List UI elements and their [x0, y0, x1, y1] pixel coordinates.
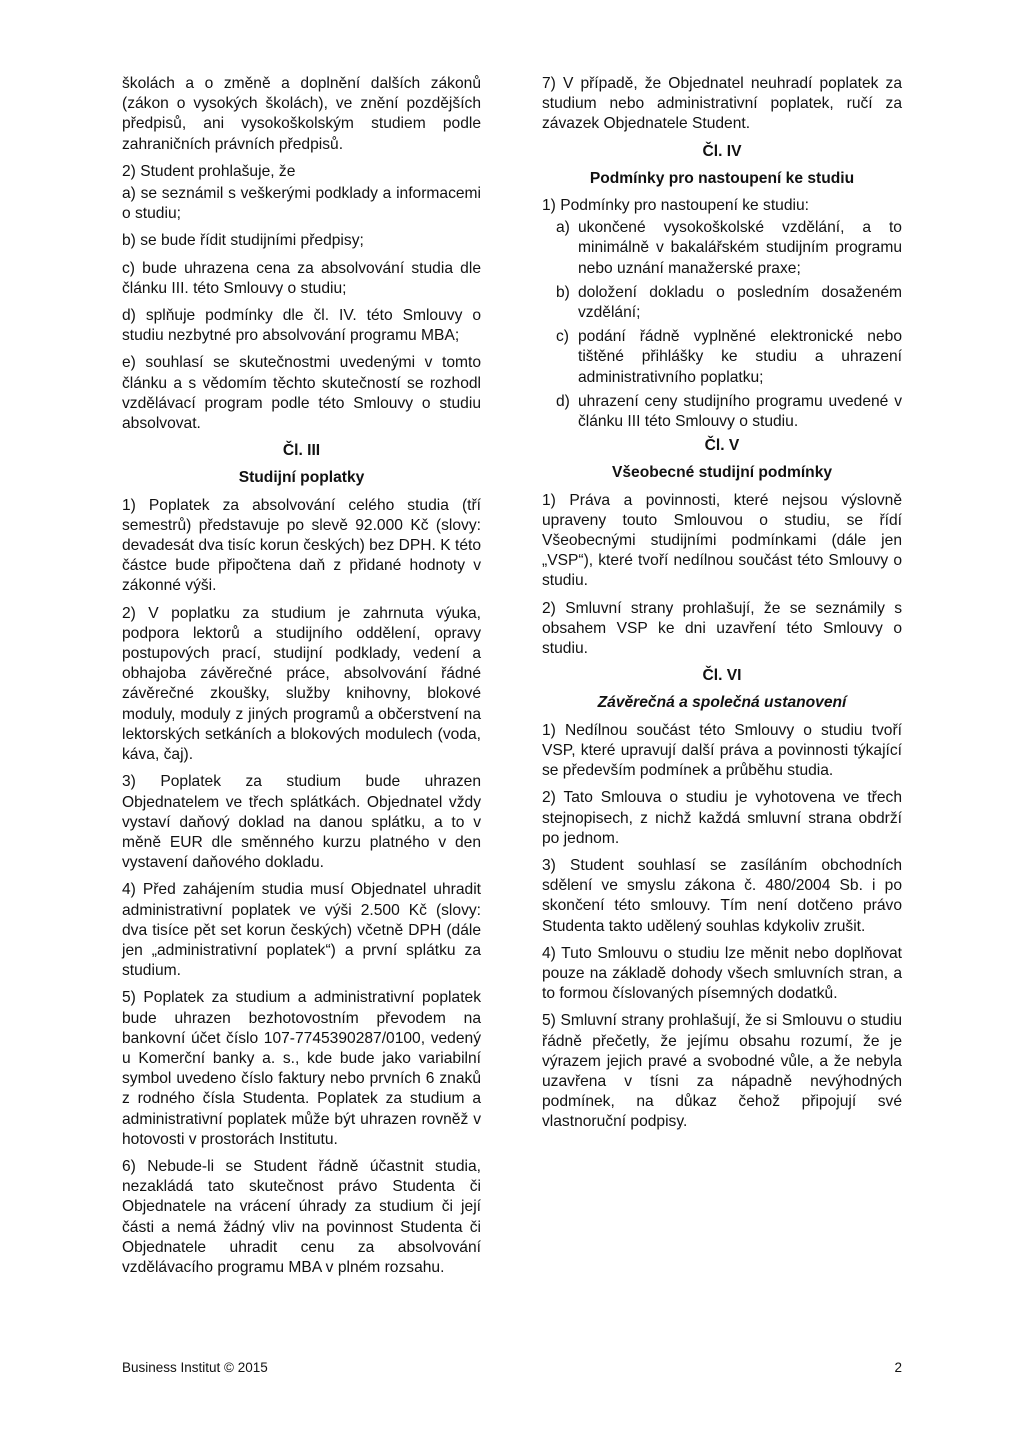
article-5-clause-2: 2) Smluvní strany prohlašují, že se seznámily s obsahem VSP ke dni uzavření této Smlouvy o studiu. — [542, 599, 902, 658]
article-5-clause-1: 1) Práva a povinnosti, které nejsou výslovně upraveny touto Smlouvou o studiu, se řídí Všeobecnými studijními podmínkami (dále jen „VSP“), které tvoří nedílnou součást této Smlouvy o studiu. — [542, 491, 902, 590]
list-item-text: doložení dokladu o posledním dosaženém vzdělání; — [578, 283, 902, 322]
article-6-clause-4: 4) Tuto Smlouvu o studiu lze měnit nebo doplňovat pouze na základě dohody všech smluvních stran, a to formou číslovaných písemných dodatků. — [542, 944, 902, 1003]
article-6-clause-3: 3) Student souhlasí se zasíláním obchodních sdělení ve smyslu zákona č. 480/2004 Sb. i po skončení této smlouvy. Tím není dotčeno právo Studenta takto udělený souhlas kdykoliv zrušit. — [542, 856, 902, 935]
clause-2-c: c) bude uhrazena cena za absolvování studia dle článku III. této Smlouvy o studiu; — [122, 259, 481, 297]
article-6-clause-2: 2) Tato Smlouva o studiu je vyhotovena ve třech stejnopisech, z nichž každá smluvní strana obdrží po jednom. — [542, 789, 902, 847]
article-6-title: Závěrečná a společná ustanovení — [597, 694, 847, 712]
list-item-text: podání řádně vyplněné elektronické nebo tištěné přihlášky ke studiu a uhrazení administrativního poplatku; — [578, 328, 902, 386]
list-item — [542, 283, 902, 323]
clause-2-intro: 2) Student prohlašuje, že — [122, 162, 296, 180]
article-3-clause-5: 5) Poplatek za studium a administrativní poplatek bude uhrazen bezhotovostním převodem na bankovní účet číslo 107-7745390287/0100, vedený u Komerční banky a. s., kde bude jako variabilní symbol uvedeno číslo faktury nebo prvních 6 znaků z rodného čísla Studenta. Poplatek za studium a administrativní poplatek může být uhrazen rovněž v hotovosti v prostorách Institutu. — [122, 989, 481, 1148]
list-item-text: uhrazení ceny studijního programu uvedené v článku III této Smlouvy o studiu. — [578, 392, 902, 431]
article-6-number: Čl. VI — [702, 667, 742, 685]
article-3-title: Studijní poplatky — [238, 469, 365, 487]
list-item — [542, 392, 902, 432]
article-4-clause-1: 1) Podmínky pro nastoupení ke studiu: — [542, 197, 809, 215]
list-item-label: b) — [556, 283, 570, 301]
article-5-number: Čl. V — [704, 437, 740, 455]
footer-copyright: Business Institut © 2015 — [122, 1360, 268, 1375]
article-6-clause-5: 5) Smluvní strany prohlašují, že si Smlouvu o studiu řádně přečetly, že jejímu obsahu rozumí, že je výrazem jejich pravé a svobodné vůle, a že nebyla uzavřena v tísni za nápadně nevýhodných podmínek, na důkaz čehož připojují své vlastnoruční podpisy. — [542, 1012, 902, 1131]
list-item-label: c) — [556, 328, 569, 346]
clause-2-b: b) se bude řídit studijními předpisy; — [122, 232, 364, 250]
intro-paragraph: školách a o změně a doplnění dalších zákonů (zákon o vysokých školách), ve znění pozdějších předpisů, ani vysokoškolským studiem podle zahraničních právních předpisů. — [122, 75, 481, 153]
article-3-clause-3: 3) Poplatek za studium bude uhrazen Objednatelem ve třech splátkách. Objednatel vždy vystaví daňový doklad na danou splátku, a to v měně EUR dle směnného kurzu platného v den vystavení daňového dokladu. — [122, 773, 481, 872]
article-3-clause-1: 1) Poplatek za absolvování celého studia (tří semestrů) představuje po slevě 92.000 Kč (slovy: devadesát dva tisíc korun českých) bez DPH. K této částce bude připočtena daň z přidané hodnoty v zákonné výši. — [122, 496, 481, 595]
article-3-clause-2: 2) V poplatku za studium je zahrnuta výuka, podpora lektorů a studijního oddělení, opravy postupových prací, studijní podklady, vedení a obhajoba závěrečné práce, absolvování řádné závěrečné zkoušky, služby knihovny, blokové moduly, moduly z jiných programů a občerstvení na lektorských setkáních a blokových modulech (voda, káva, čaj). — [122, 604, 481, 764]
article-5-title: Všeobecné studijní podmínky — [611, 464, 833, 482]
article-4-number: Čl. IV — [702, 142, 742, 160]
list-item — [542, 327, 902, 388]
clause-2-d: d) splňuje podmínky dle čl. IV. této Smlouvy o studiu nezbytné pro absolvování programu MBA; — [122, 307, 481, 345]
left-column — [122, 74, 481, 1285]
clause-2-a: a) se seznámil s veškerými podklady a informacemi o studiu; — [122, 185, 481, 223]
page-number: 2 — [894, 1360, 902, 1375]
article-6-clause-1: 1) Nedílnou součást této Smlouvy o studiu tvoří VSP, které upravují další práva a povinnosti týkající se především podmínek a průběhu studia. — [542, 721, 902, 780]
article-3-clause-4: 4) Před zahájením studia musí Objednatel uhradit administrativní poplatek ve výši 2.500 Kč (slovy: dva tisíce pět set korun českých) včetně DPH (dále jen „administrativní poplatek“) a první splátku za studium. — [122, 881, 481, 980]
article-3-clause-7: 7) V případě, že Objednatel neuhradí poplatek za studium nebo administrativní poplatek, ručí za závazek Objednatele Student. — [542, 75, 902, 133]
list-item — [542, 218, 902, 279]
list-item-text: ukončené vysokoškolské vzdělání, a to minimálně v bakalářském studijním programu nebo uznání manažerské praxe; — [578, 219, 902, 277]
article-3-clause-6: 6) Nebude-li se Student řádně účastnit studia, nezakládá tato skutečnost právo Studenta či Objednatele na vrácení úhrady za studium či její části a nemá žádný vliv na povinnost Studenta či Objednatele uhradit cenu za absolvování vzdělávacího programu MBA v plném rozsahu. — [122, 1157, 481, 1276]
right-column — [542, 74, 902, 1140]
article-3-number: Čl. III — [282, 442, 321, 460]
article-4-conditions-list — [542, 218, 902, 432]
article-4-title: Podmínky pro nastoupení ke studiu — [589, 169, 855, 187]
list-item-label: a) — [556, 219, 570, 237]
clause-2-e: e) souhlasí se skutečnostmi uvedenými v tomto článku a s vědomím těchto skutečností se rozhodl vzdělávací program podle této Smlouvy o studiu absolvovat. — [122, 354, 481, 433]
list-item-label: d) — [556, 392, 570, 410]
